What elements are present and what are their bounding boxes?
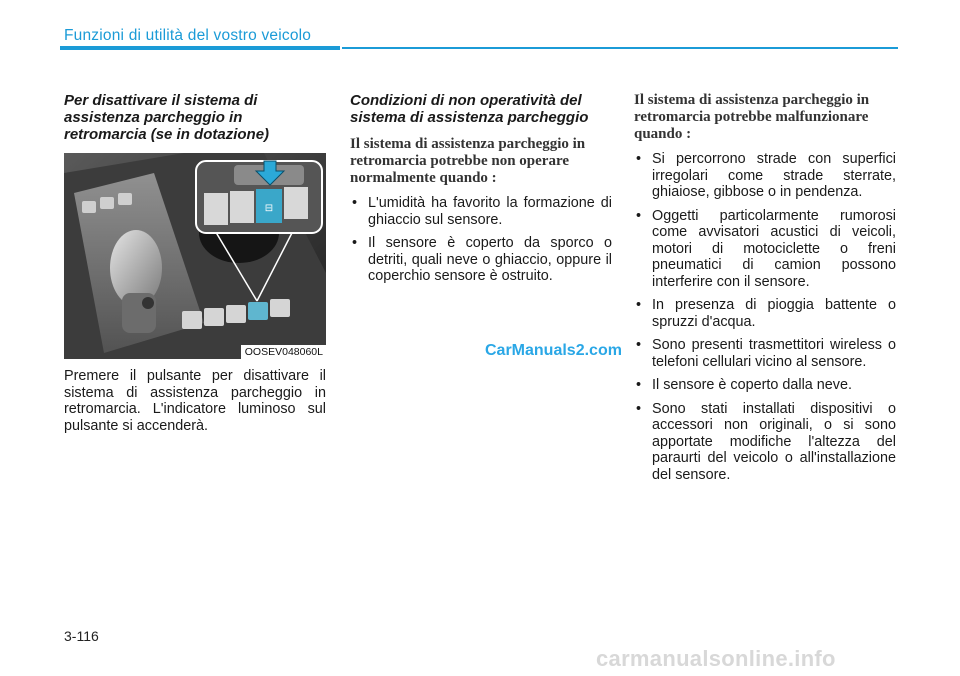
console-illustration — [64, 153, 326, 359]
list-item: • Sono stati installati dispositivi o accessori non originali, o si sono apportate modifiche l'altezza del paraurti del veicolo o all'installazione del sensore. — [636, 400, 896, 483]
heading-conditions: Condizioni di non operatività del sistema di assistenza parcheggio — [350, 92, 589, 126]
heading-deactivate: Per disattivare il sistema di assistenza parcheggio in retromarcia (se in dotazione) — [64, 92, 270, 143]
list-item: • Si percorrono strade con superfici irregolari come strade sterrate, ghiaiose, gibbose o in pendenza. — [636, 151, 896, 200]
park-button — [142, 297, 154, 309]
column-2 — [350, 92, 612, 292]
list-item: • Oggetti particolarmente rumorosi come avvisatori acustici di veicoli, motori di motociclette o freni pneumatici di camion possono interferire con il sensore. — [636, 207, 896, 290]
body-text: Premere il pulsante per disattivare il sistema di assistenza parcheggio in retromarcia. L'indicatore luminoso sul pulsante si accenderà. — [64, 368, 326, 434]
list-item: • Il sensore è coperto dalla neve. — [636, 377, 852, 393]
page-number: 3-116 — [64, 628, 99, 644]
subheading-malfunction: Il sistema di assistenza parcheggio in retromarcia potrebbe malfunzionare quando : — [634, 92, 870, 142]
list-item: • L'umidità ha favorito la formazione di ghiaccio sul sensore. — [352, 195, 612, 228]
header-rule-thick — [60, 46, 340, 50]
column-1 — [64, 92, 326, 434]
bullet-list-malfunction — [634, 151, 896, 483]
console-figure — [64, 153, 326, 359]
list-item: • In presenza di pioggia battente o spruzzi d'acqua. — [636, 297, 896, 330]
column-3 — [634, 92, 896, 490]
list-item: • Il sensore è coperto da sporco o detriti, quali neve o ghiaccio, oppure il coperchio sensore è ostruito. — [352, 235, 612, 284]
list-item: • Sono presenti trasmettitori wireless o telefoni cellulari vicino al sensore. — [636, 337, 896, 370]
sensor-glyph-icon: ⊟ — [264, 203, 274, 214]
bullet-list-not-operate — [350, 195, 612, 285]
watermark-link[interactable]: CarManuals2.com — [485, 342, 622, 359]
figure-code: OOSEV048060L — [241, 345, 326, 359]
section-title: Funzioni di utilità del vostro veicolo — [64, 27, 312, 44]
header-rule-thin — [342, 47, 898, 49]
footer-watermark: carmanualsonline.info — [596, 646, 836, 671]
subheading-not-operate: Il sistema di assistenza parcheggio in retromarcia potrebbe non operare normalmente quando : — [350, 136, 586, 186]
